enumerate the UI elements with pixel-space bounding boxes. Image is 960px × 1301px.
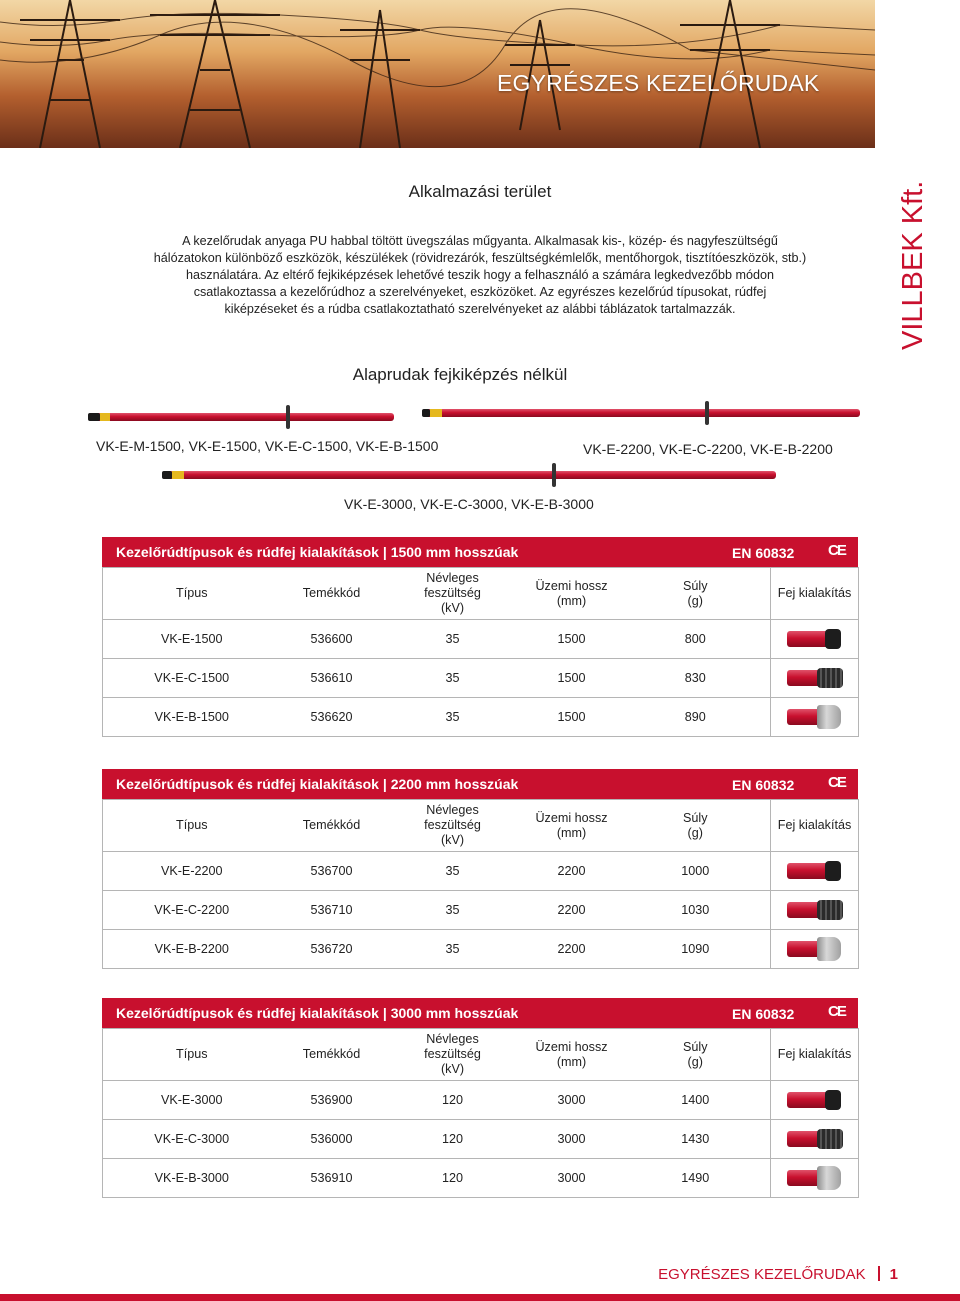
cell-head	[771, 930, 859, 969]
cell-head	[771, 659, 859, 698]
rod-1500-image	[88, 413, 394, 421]
cell-head	[771, 1120, 859, 1159]
cell-voltage: 35	[383, 852, 523, 891]
table-title: Kezelőrúdtípusok és rúdfej kialakítások | 1500 mm hosszúak	[116, 544, 519, 560]
cell-length: 2200	[523, 891, 621, 930]
cell-weight: 830	[621, 659, 771, 698]
cell-type: VK-E-B-2200	[103, 930, 281, 969]
cell-voltage: 120	[383, 1159, 523, 1198]
table-header-bar	[102, 537, 858, 567]
col-header-length-line: Üzemi hossz	[535, 810, 608, 825]
intro-line: kiképzéseket és a rúdba csatlakoztatható szerelvényeket az alábbi táblázatok tartalmazzák.	[224, 302, 736, 316]
cell-length: 1500	[523, 620, 621, 659]
cell-head	[771, 852, 859, 891]
intro-line: csatlakoztassa a kezelőrúdhoz a szerelvényeket, eszközöket. Az egyrészes kezelőrúd típusokat, rúdfej	[193, 285, 767, 299]
cell-weight: 1000	[621, 852, 771, 891]
rod-bayonet-head-image	[787, 937, 843, 961]
cell-code: 536910	[281, 1159, 383, 1198]
table-title: Kezelőrúdtípusok és rúdfej kialakítások | 2200 mm hosszúak	[116, 776, 519, 792]
table-row	[103, 930, 859, 969]
table-row	[103, 698, 859, 737]
cell-voltage: 35	[383, 930, 523, 969]
table-length-label: 1500 mm hosszúak	[390, 544, 519, 560]
cell-voltage: 35	[383, 620, 523, 659]
cell-head	[771, 1159, 859, 1198]
col-header-weight-line: Súly	[683, 1039, 708, 1054]
standard-label: EN 60832	[732, 777, 795, 793]
table-row	[103, 852, 859, 891]
cell-code: 536720	[281, 930, 383, 969]
cell-length: 3000	[523, 1120, 621, 1159]
col-header-type: Típus	[103, 800, 281, 852]
table-title: Kezelőrúdtípusok és rúdfej kialakítások | 3000 mm hosszúak	[116, 1005, 519, 1021]
col-header-weight-line: (g)	[687, 1054, 703, 1069]
rod-bayonet-head-image	[787, 705, 843, 729]
rod-coupling-head-image	[787, 666, 843, 690]
cell-length: 2200	[523, 852, 621, 891]
rod-2200-label: VK-E-2200, VK-E-C-2200, VK-E-B-2200	[583, 441, 833, 457]
rod-bayonet-head-image	[787, 1166, 843, 1190]
cell-weight: 1400	[621, 1081, 771, 1120]
standard-label: EN 60832	[732, 1006, 795, 1022]
table-row	[103, 1081, 859, 1120]
col-header-voltage-line: feszültség	[424, 586, 481, 600]
col-header-length	[523, 568, 621, 620]
standard-label: EN 60832	[732, 545, 795, 561]
col-header-head: Fej kialakítás	[771, 800, 859, 852]
cell-type: VK-E-C-3000	[103, 1120, 281, 1159]
table-grid	[102, 799, 859, 969]
cell-type: VK-E-1500	[103, 620, 281, 659]
col-header-voltage-line: (kV)	[440, 601, 465, 615]
cell-length: 1500	[523, 659, 621, 698]
cell-length: 3000	[523, 1159, 621, 1198]
col-header-weight	[621, 800, 771, 852]
col-header-voltage	[383, 800, 523, 852]
col-header-length-line: (mm)	[556, 825, 587, 840]
col-header-length-line: Üzemi hossz	[535, 1039, 608, 1054]
col-header-length-line: (mm)	[556, 1054, 587, 1069]
cell-head	[771, 1081, 859, 1120]
table-header-bar	[102, 998, 858, 1028]
cell-weight: 1090	[621, 930, 771, 969]
col-header-voltage	[383, 1029, 523, 1081]
brand-name: VILLBEK Kft.	[897, 180, 929, 350]
rod-cap-head-image	[787, 627, 843, 651]
cell-code: 536710	[281, 891, 383, 930]
rod-1500-label: VK-E-M-1500, VK-E-1500, VK-E-C-1500, VK-E-B-1500	[96, 438, 439, 454]
col-header-type: Típus	[103, 568, 281, 620]
rods-heading: Alaprudak fejkiképzés nélkül	[352, 365, 568, 384]
table-length-label: 2200 mm hosszúak	[390, 776, 519, 792]
page-footer	[658, 1266, 898, 1283]
col-header-code: Temékkód	[281, 568, 383, 620]
cell-head	[771, 698, 859, 737]
footer-title: EGYRÉSZES KEZELŐRUDAK	[658, 1266, 866, 1283]
col-header-weight	[621, 568, 771, 620]
rod-3000-label: VK-E-3000, VK-E-C-3000, VK-E-B-3000	[344, 496, 594, 512]
ce-mark: CE	[828, 774, 845, 791]
table-row	[103, 620, 859, 659]
col-header-length	[523, 1029, 621, 1081]
table-row	[103, 1120, 859, 1159]
cell-voltage: 120	[383, 1081, 523, 1120]
table-title-text: Kezelőrúdtípusok és rúdfej kialakítások	[116, 544, 379, 560]
col-header-weight-line: Súly	[683, 578, 708, 593]
col-header-voltage-line: (kV)	[440, 833, 465, 847]
cell-code: 536620	[281, 698, 383, 737]
col-header-weight-line: (g)	[687, 825, 703, 840]
application-text	[120, 233, 840, 318]
cell-weight: 1490	[621, 1159, 771, 1198]
cell-code: 536900	[281, 1081, 383, 1120]
ce-mark: CE	[828, 542, 845, 559]
cell-type: VK-E-C-2200	[103, 891, 281, 930]
table-grid	[102, 1028, 859, 1198]
col-header-code: Temékkód	[281, 800, 383, 852]
cell-head	[771, 620, 859, 659]
col-header-voltage	[383, 568, 523, 620]
col-header-head: Fej kialakítás	[771, 1029, 859, 1081]
col-header-voltage-line: (kV)	[440, 1062, 465, 1076]
cell-length: 3000	[523, 1081, 621, 1120]
ce-mark: CE	[828, 1003, 845, 1020]
intro-line: hálózatokon különböző eszközök, készülékek (rövidrezárók, feszültségkémlelők, mentőhorgok, tisztítóeszközök, stb.)	[153, 251, 807, 265]
col-header-voltage-line: Névleges	[426, 1032, 479, 1046]
cell-voltage: 120	[383, 1120, 523, 1159]
cell-voltage: 35	[383, 891, 523, 930]
footer-bar	[0, 1294, 960, 1301]
col-header-length	[523, 800, 621, 852]
cell-code: 536600	[281, 620, 383, 659]
cell-length: 2200	[523, 930, 621, 969]
col-header-type: Típus	[103, 1029, 281, 1081]
cell-type: VK-E-2200	[103, 852, 281, 891]
cell-type: VK-E-B-3000	[103, 1159, 281, 1198]
page-number: 1	[889, 1266, 898, 1283]
table-2200	[102, 769, 858, 969]
rod-2200-image	[422, 409, 860, 417]
col-header-code: Temékkód	[281, 1029, 383, 1081]
cell-type: VK-E-3000	[103, 1081, 281, 1120]
table-length-label: 3000 mm hosszúak	[390, 1005, 519, 1021]
col-header-voltage-line: feszültség	[424, 818, 481, 832]
cell-voltage: 35	[383, 698, 523, 737]
hero-title: EGYRÉSZES KEZELŐRUDAK	[497, 70, 820, 96]
table-row	[103, 1159, 859, 1198]
rod-3000-image	[162, 471, 776, 479]
cell-weight: 1030	[621, 891, 771, 930]
col-header-weight-line: (g)	[687, 593, 703, 608]
col-header-voltage-line: feszültség	[424, 1047, 481, 1061]
table-title-text: Kezelőrúdtípusok és rúdfej kialakítások	[116, 776, 379, 792]
table-grid	[102, 567, 859, 737]
col-header-voltage-line: Névleges	[426, 803, 479, 817]
intro-line: használatára. Az eltérő fejkiképzések lehetővé teszik hogy a felhasználó a számára legkedvezőbb módon	[185, 268, 775, 282]
col-header-voltage-line: Névleges	[426, 571, 479, 585]
col-header-length-line: Üzemi hossz	[535, 578, 608, 593]
table-title-text: Kezelőrúdtípusok és rúdfej kialakítások	[116, 1005, 379, 1021]
intro-line: A kezelőrudak anyaga PU habbal töltött üvegszálas műgyanta. Alkalmasak kis-, közép- és nagyfeszültségű	[182, 234, 778, 248]
footer-separator	[878, 1266, 880, 1281]
cell-head	[771, 891, 859, 930]
table-header-bar	[102, 769, 858, 799]
table-3000	[102, 998, 858, 1198]
table-row	[103, 659, 859, 698]
table-row	[103, 891, 859, 930]
cell-type: VK-E-C-1500	[103, 659, 281, 698]
cell-voltage: 35	[383, 659, 523, 698]
cell-length: 1500	[523, 698, 621, 737]
cell-code: 536000	[281, 1120, 383, 1159]
col-header-head: Fej kialakítás	[771, 568, 859, 620]
cell-weight: 800	[621, 620, 771, 659]
rod-cap-head-image	[787, 859, 843, 883]
rod-coupling-head-image	[787, 1127, 843, 1151]
cell-code: 536610	[281, 659, 383, 698]
cell-weight: 1430	[621, 1120, 771, 1159]
table-1500	[102, 537, 858, 737]
col-header-weight	[621, 1029, 771, 1081]
col-header-weight-line: Súly	[683, 810, 708, 825]
cell-code: 536700	[281, 852, 383, 891]
col-header-length-line: (mm)	[556, 593, 587, 608]
rod-coupling-head-image	[787, 898, 843, 922]
application-heading: Alkalmazási terület	[408, 182, 552, 201]
cell-type: VK-E-B-1500	[103, 698, 281, 737]
rod-cap-head-image	[787, 1088, 843, 1112]
cell-weight: 890	[621, 698, 771, 737]
hero-banner	[0, 0, 875, 148]
